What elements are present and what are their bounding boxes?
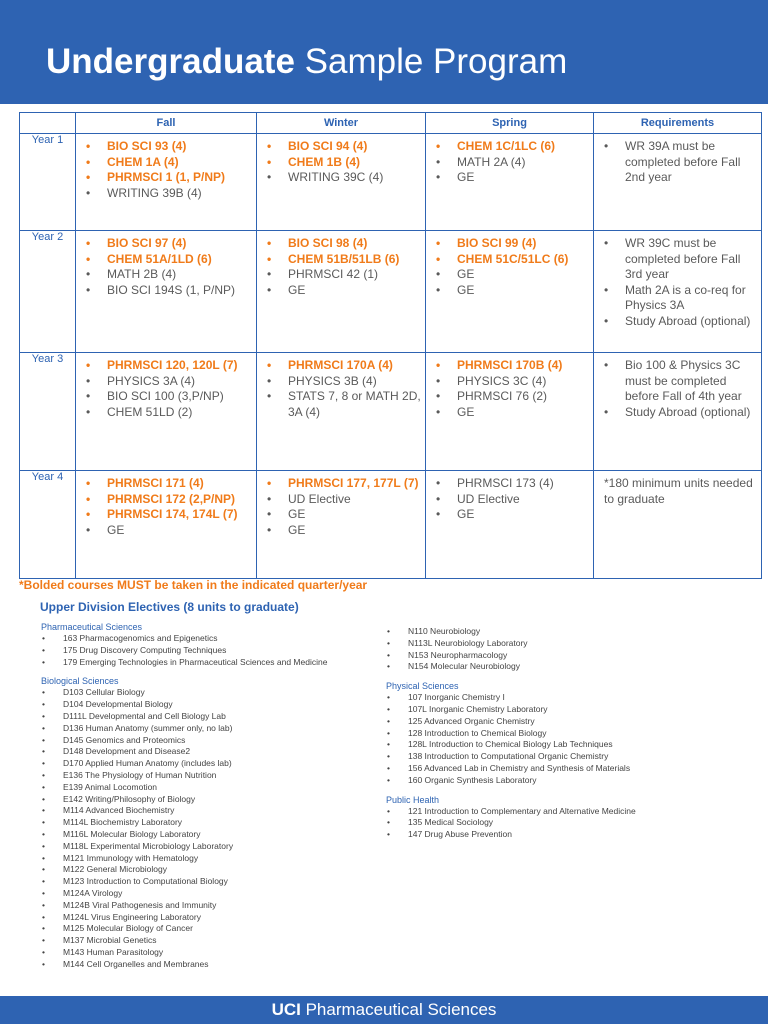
requirements-list bbox=[602, 236, 757, 330]
elective-item: • 138 Introduction to Computational Organic Chemistry bbox=[386, 751, 726, 763]
header-blank bbox=[20, 113, 76, 134]
elective-item: • E139 Animal Locomotion bbox=[41, 782, 341, 794]
course-list bbox=[84, 139, 252, 201]
course-item: • CHEM 1C/1LC (6) bbox=[434, 139, 589, 155]
course-item: • GE bbox=[434, 405, 589, 421]
spring-cell bbox=[426, 134, 594, 231]
elective-item: • D145 Genomics and Proteomics bbox=[41, 735, 341, 747]
elective-item: • 125 Advanced Organic Chemistry bbox=[386, 716, 726, 728]
title-bold: Undergraduate bbox=[46, 42, 295, 81]
page-title bbox=[46, 42, 567, 82]
year-label: Year 2 bbox=[20, 231, 76, 353]
course-item: • GE bbox=[265, 523, 421, 539]
elective-item: • M116L Molecular Biology Laboratory bbox=[41, 829, 341, 841]
requirements-cell bbox=[594, 134, 762, 231]
requirements-cell bbox=[594, 471, 762, 579]
elective-item: • 121 Introduction to Complementary and Alternative Medicine bbox=[386, 806, 726, 818]
course-item: • PHYSICS 3B (4) bbox=[265, 374, 421, 390]
requirement-item: • Math 2A is a co-req for Physics 3A bbox=[602, 283, 757, 314]
title-rest: Sample Program bbox=[294, 42, 568, 81]
sample-program-table bbox=[19, 112, 762, 579]
elective-item: • M124L Virus Engineering Laboratory bbox=[41, 912, 341, 924]
elective-item: • M121 Immunology with Hematology bbox=[41, 853, 341, 865]
course-item: • BIO SCI 94 (4) bbox=[265, 139, 421, 155]
course-item: • PHRMSCI 42 (1) bbox=[265, 267, 421, 283]
course-item: • GE bbox=[434, 170, 589, 186]
course-item: • CHEM 51C/51LC (6) bbox=[434, 252, 589, 268]
elective-group-heading: Public Health bbox=[386, 794, 440, 805]
winter-cell bbox=[257, 353, 426, 471]
course-item: • BIO SCI 194S (1, P/NP) bbox=[84, 283, 252, 299]
course-item: • PHRMSCI 1 (1, P/NP) bbox=[84, 170, 252, 186]
elective-group-heading: Biological Sciences bbox=[41, 676, 119, 687]
course-item: • MATH 2A (4) bbox=[434, 155, 589, 171]
footer-brand bbox=[0, 999, 768, 1021]
course-item: • CHEM 1B (4) bbox=[265, 155, 421, 171]
course-list bbox=[84, 358, 252, 420]
elective-item: • D170 Applied Human Anatomy (includes lab) bbox=[41, 758, 341, 770]
requirement-item: • Study Abroad (optional) bbox=[602, 314, 757, 330]
course-item: • PHRMSCI 120, 120L (7) bbox=[84, 358, 252, 374]
page-header bbox=[0, 0, 768, 104]
elective-item: • N110 Neurobiology bbox=[386, 626, 726, 638]
elective-list bbox=[41, 687, 341, 970]
year-row bbox=[20, 231, 762, 353]
requirement-item: • Study Abroad (optional) bbox=[602, 405, 757, 421]
course-item: • CHEM 51B/51LB (6) bbox=[265, 252, 421, 268]
elective-item: • D104 Developmental Biology bbox=[41, 699, 341, 711]
elective-list bbox=[386, 692, 726, 786]
elective-item: • M118L Experimental Microbiology Laboratory bbox=[41, 841, 341, 853]
course-list bbox=[265, 139, 421, 186]
year-row bbox=[20, 353, 762, 471]
winter-cell bbox=[257, 231, 426, 353]
course-item: • BIO SCI 98 (4) bbox=[265, 236, 421, 252]
elective-list bbox=[41, 633, 341, 668]
course-item: • GE bbox=[265, 507, 421, 523]
course-item: • PHYSICS 3C (4) bbox=[434, 374, 589, 390]
elective-item: • D148 Development and Disease2 bbox=[41, 746, 341, 758]
course-item: • BIO SCI 93 (4) bbox=[84, 139, 252, 155]
course-item: • GE bbox=[434, 283, 589, 299]
elective-item: • 128L Introduction to Chemical Biology Lab Techniques bbox=[386, 739, 726, 751]
course-item: • GE bbox=[434, 507, 589, 523]
requirement-item: • WR 39C must be completed before Fall 3rd year bbox=[602, 236, 757, 283]
elective-item: • M125 Molecular Biology of Cancer bbox=[41, 923, 341, 935]
elective-item: • E136 The Physiology of Human Nutrition bbox=[41, 770, 341, 782]
course-item: • STATS 7, 8 or MATH 2D, 3A (4) bbox=[265, 389, 421, 420]
course-list bbox=[265, 236, 421, 298]
course-list bbox=[434, 358, 589, 420]
course-item: • PHRMSCI 173 (4) bbox=[434, 476, 589, 492]
elective-item: • 135 Medical Sociology bbox=[386, 817, 726, 829]
elective-group-heading: Physical Sciences bbox=[386, 681, 459, 692]
course-item: • GE bbox=[434, 267, 589, 283]
elective-item: • M137 Microbial Genetics bbox=[41, 935, 341, 947]
elective-item: • D136 Human Anatomy (summer only, no lab) bbox=[41, 723, 341, 735]
elective-list bbox=[386, 806, 726, 841]
spring-cell bbox=[426, 353, 594, 471]
elective-item: • M114L Biochemistry Laboratory bbox=[41, 817, 341, 829]
elective-item: • 107 Inorganic Chemistry I bbox=[386, 692, 726, 704]
brand-bold: UCI bbox=[271, 1000, 301, 1019]
elective-item: • N153 Neuropharmacology bbox=[386, 650, 726, 662]
requirements-list bbox=[602, 139, 757, 186]
elective-item: • M123 Introduction to Computational Biology bbox=[41, 876, 341, 888]
elective-list bbox=[386, 626, 726, 673]
course-list bbox=[265, 476, 421, 538]
elective-item: • M114 Advanced Biochemistry bbox=[41, 805, 341, 817]
year-row bbox=[20, 134, 762, 231]
elective-item: • N113L Neurobiology Laboratory bbox=[386, 638, 726, 650]
course-item: • WRITING 39C (4) bbox=[265, 170, 421, 186]
course-list bbox=[434, 236, 589, 298]
elective-item: • 128 Introduction to Chemical Biology bbox=[386, 728, 726, 740]
year-row bbox=[20, 471, 762, 579]
electives-title: Upper Division Electives (8 units to graduate) bbox=[40, 600, 299, 614]
elective-item: • N154 Molecular Neurobiology bbox=[386, 661, 726, 673]
column-header-fall: Fall bbox=[76, 113, 257, 134]
elective-item: • E142 Writing/Philosophy of Biology bbox=[41, 794, 341, 806]
course-item: • PHRMSCI 174, 174L (7) bbox=[84, 507, 252, 523]
electives-right-column bbox=[386, 626, 726, 848]
course-item: • CHEM 51LD (2) bbox=[84, 405, 252, 421]
elective-item: • 147 Drug Abuse Prevention bbox=[386, 829, 726, 841]
elective-item: • M124B Viral Pathogenesis and Immunity bbox=[41, 900, 341, 912]
year-label: Year 4 bbox=[20, 471, 76, 579]
year-label: Year 1 bbox=[20, 134, 76, 231]
elective-item: • M143 Human Parasitology bbox=[41, 947, 341, 959]
course-list bbox=[434, 139, 589, 186]
requirements-list bbox=[602, 358, 757, 420]
requirement-item: • WR 39A must be completed before Fall 2nd year bbox=[602, 139, 757, 186]
course-item: • UD Elective bbox=[265, 492, 421, 508]
course-list bbox=[84, 476, 252, 538]
brand-rest: Pharmaceutical Sciences bbox=[300, 1000, 497, 1019]
column-header-winter: Winter bbox=[257, 113, 426, 134]
page-footer bbox=[0, 996, 768, 1024]
elective-item: • 175 Drug Discovery Computing Techniques bbox=[41, 645, 341, 657]
elective-item: • 179 Emerging Technologies in Pharmaceutical Sciences and Medicine bbox=[41, 657, 341, 669]
elective-item: • M144 Cell Organelles and Membranes bbox=[41, 959, 341, 971]
fall-cell bbox=[76, 353, 257, 471]
elective-item: • D111L Developmental and Cell Biology Lab bbox=[41, 711, 341, 723]
column-header-spring: Spring bbox=[426, 113, 594, 134]
course-item: • MATH 2B (4) bbox=[84, 267, 252, 283]
course-item: • PHRMSCI 76 (2) bbox=[434, 389, 589, 405]
year-label: Year 3 bbox=[20, 353, 76, 471]
elective-item: • M122 General Microbiology bbox=[41, 864, 341, 876]
fall-cell bbox=[76, 471, 257, 579]
requirements-cell bbox=[594, 231, 762, 353]
fall-cell bbox=[76, 231, 257, 353]
spring-cell bbox=[426, 231, 594, 353]
course-item: • PHYSICS 3A (4) bbox=[84, 374, 252, 390]
requirement-note: *180 minimum units needed to graduate bbox=[604, 476, 753, 506]
course-list bbox=[84, 236, 252, 298]
course-list bbox=[265, 358, 421, 420]
course-item: • WRITING 39B (4) bbox=[84, 186, 252, 202]
course-item: • PHRMSCI 171 (4) bbox=[84, 476, 252, 492]
requirements-cell bbox=[594, 353, 762, 471]
course-item: • BIO SCI 100 (3,P/NP) bbox=[84, 389, 252, 405]
course-item: • CHEM 1A (4) bbox=[84, 155, 252, 171]
course-item: • GE bbox=[84, 523, 252, 539]
elective-item: • M124A Virology bbox=[41, 888, 341, 900]
course-item: • PHRMSCI 172 (2,P/NP) bbox=[84, 492, 252, 508]
course-item: • PHRMSCI 177, 177L (7) bbox=[265, 476, 421, 492]
course-item: • PHRMSCI 170A (4) bbox=[265, 358, 421, 374]
elective-item: • 156 Advanced Lab in Chemistry and Synthesis of Materials bbox=[386, 763, 726, 775]
elective-item: • 107L Inorganic Chemistry Laboratory bbox=[386, 704, 726, 716]
electives-left-column bbox=[41, 621, 341, 978]
elective-item: • D103 Cellular Biology bbox=[41, 687, 341, 699]
course-item: • GE bbox=[265, 283, 421, 299]
course-list bbox=[434, 476, 589, 523]
elective-group-heading: Pharmaceutical Sciences bbox=[41, 622, 143, 632]
column-header-requirements: Requirements bbox=[594, 113, 762, 134]
spring-cell bbox=[426, 471, 594, 579]
elective-item: • 163 Pharmacogenomics and Epigenetics bbox=[41, 633, 341, 645]
course-item: • PHRMSCI 170B (4) bbox=[434, 358, 589, 374]
bolded-courses-note: *Bolded courses MUST be taken in the indicated quarter/year bbox=[19, 578, 368, 592]
course-item: • BIO SCI 99 (4) bbox=[434, 236, 589, 252]
elective-item: • 160 Organic Synthesis Laboratory bbox=[386, 775, 726, 787]
winter-cell bbox=[257, 134, 426, 231]
course-item: • BIO SCI 97 (4) bbox=[84, 236, 252, 252]
course-item: • UD Elective bbox=[434, 492, 589, 508]
fall-cell bbox=[76, 134, 257, 231]
winter-cell bbox=[257, 471, 426, 579]
requirement-item: • Bio 100 & Physics 3C must be completed before Fall of 4th year bbox=[602, 358, 757, 405]
course-item: • CHEM 51A/1LD (6) bbox=[84, 252, 252, 268]
